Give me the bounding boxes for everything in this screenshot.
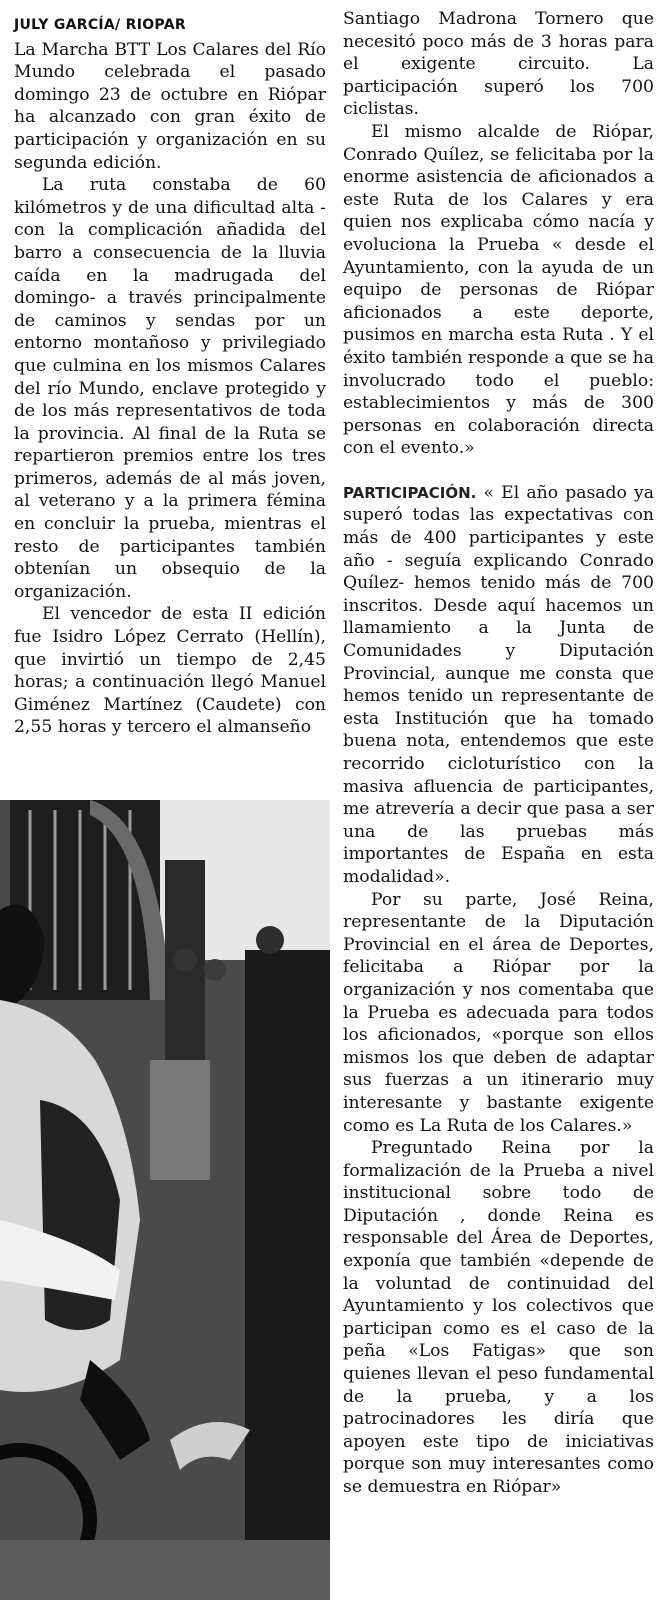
article-paragraph: El vencedor de esta II edición fue Isidro López Cerrato (Hellín), que invirtió un tiempo de 2,45 horas; a continuación llegó Manuel Giménez Martínez (Caudete) con 2,55 horas y tercero el almanseño	[14, 604, 326, 738]
article-paragraph: El mismo alcalde de Riópar, Conrado Quílez, se felicitaba por la enorme asistencia de aficionados a este Ruta de los Calares y era quien nos explicaba cómo nacía y evoluciona la Prueba « desde el Ayuntamiento, con la ayuda de un equipo de personas de Riópar aficionados a este deporte, pusimos en marcha esta Ruta . Y el éxito también responde a que se ha involucrado todo el pueblo: establecimientos y más de 300 personas en colaboración directa con el evento.»	[343, 121, 654, 459]
article-paragraph: Santiago Madrona Tornero que necesitó poco más de 3 horas para el exigente circuito. La participación superó los 700 ciclistas.	[343, 9, 654, 120]
section-text: « El año pasado ya superó todas las expectativas con más de 400 participantes y este año - seguía explicando Conrado Quílez- hemos tenido más de 700 inscritos. Desde aquí hacemos un llamamiento a la Junta de Comunidades y Diputación Provincial, aunque me consta que hemos tenido un representante de esta Institución que ha tomado buena nota, entendemos que este recorrido cicloturístico con la masiva afluencia de participantes, me atrevería a decir que pasa a ser una de las pruebas más importantes de España en esta modalidad».	[343, 482, 655, 887]
byline: JULY GARCÍA/ RIOPAR	[14, 17, 186, 33]
section-heading: PARTICIPACIÓN.	[343, 483, 477, 502]
article-paragraph: La ruta constaba de 60 kilómetros y de una dificultad alta -con la complicación añadida del barro a consecuencia de la lluvia caída en la madrugada del domingo- a través principalmente de caminos y sendas por un entorno montañoso y privilegiado que culmina en los mismos Calares del río Mundo, enclave protegido y de los más representativos de toda la provincia. Al final de la Ruta se repartieron premios entre los tres primeros, además de al más joven, al veterano y a la primera fémina en concluir la prueba, mientras el resto de participantes también obtenían un obsequio de la organización.	[14, 175, 326, 602]
right-column	[343, 8, 654, 1499]
section-paragraph	[343, 482, 654, 889]
article-paragraph: La Marcha BTT Los Calares del Río Mundo celebrada el pasado domingo 23 de octubre en Riópar ha alcanzado con gran éxito de participación y organización en su segunda edición.	[14, 39, 326, 173]
article-paragraph: Preguntado Reina por la formalización de la Prueba a nivel institucional sobre todo de Diputación , donde Reina es responsable del Área de Deportes, exponía que también «depende de la voluntad de continuidad del Ayuntamiento y los colectivos que participan como es el caso de la peña «Los Fatigas» que son quienes llevan el peso fundamental de la prueba, y a los patrocinadores les diría que apoyen este tipo de iniciativas porque son muy interesantes como se demuestra en Riópar»	[343, 1138, 654, 1497]
article-paragraph: Por su parte, José Reina, representante de la Diputación Provincial en el área de Deportes, felicitaba a Riópar por la organización y nos comentaba que la Prueba es adecuada para todos los aficionados, «porque son ellos mismos los que deben de adaptar sus fuerzas a un itinerario muy interesante y bastante exigente como es La Ruta de los Calares.»	[343, 889, 654, 1136]
cyclist-photo	[0, 800, 330, 1600]
left-column	[14, 14, 326, 739]
photo-illustration	[0, 800, 330, 1600]
